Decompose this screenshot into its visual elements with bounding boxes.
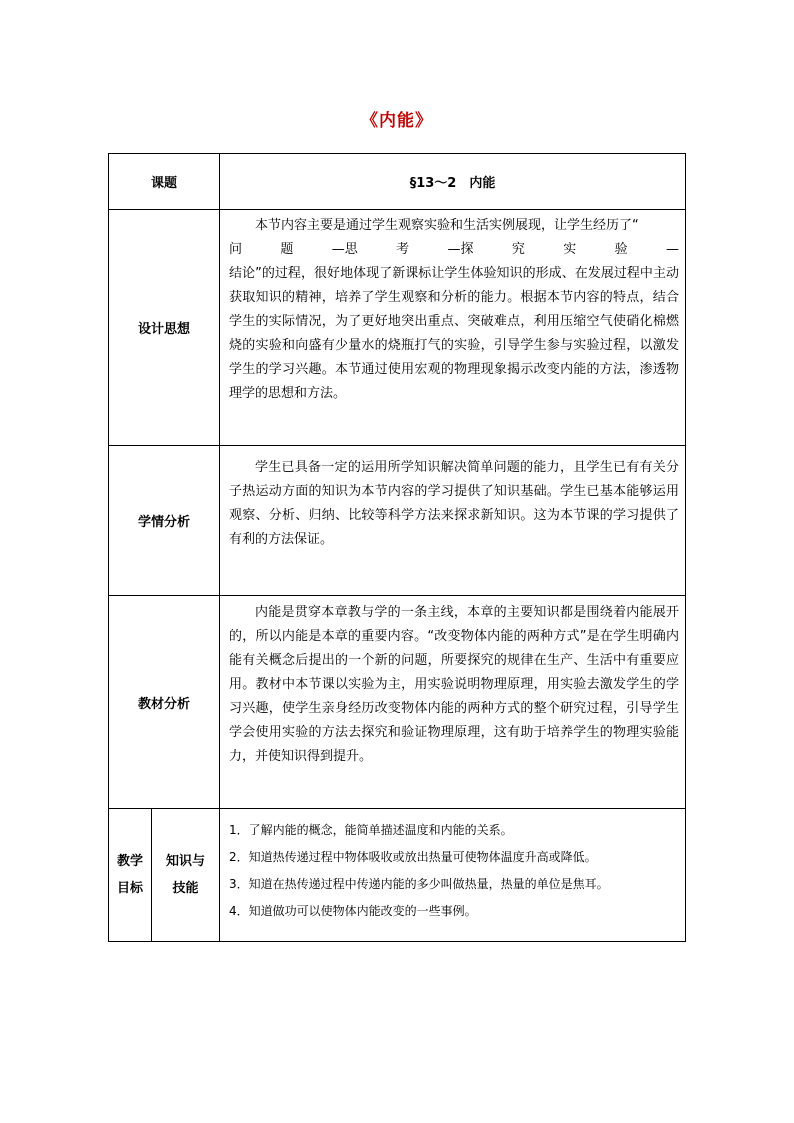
design-spread-char: —探 — [447, 242, 474, 257]
goals-label-line: 教学 — [116, 854, 143, 869]
design-spread-char: 问 — [229, 242, 243, 257]
goals-label — [109, 809, 152, 942]
row-topic — [109, 154, 686, 210]
design-rest-text: 结论”的过程，很好地体现了新课标让学生体验知识的形成、在发展过程中主动获取知识的精神，培养了学生观察和分析的能力。根据本节内容的特点，结合学生的实际情况，为了更好地突出重点、突破难点，利用压缩空气使硝化棉燃烧的实验和向盛有少量水的烧瓶打气的实验，引导学生参与实验过程，以激发学生的学习兴趣。本节通过使用宏观的物理现象揭示改变内能的方法，渗透物理学的思想和方法。 — [229, 266, 680, 401]
material-label: 教材分析 — [109, 596, 220, 809]
learner-label: 学情分析 — [109, 446, 220, 596]
document-title: 《内能》 — [361, 111, 433, 131]
goal-item: 1．了解内能的概念，能简单描述温度和内能的关系。 — [229, 823, 513, 837]
design-content — [220, 210, 686, 446]
row-learner — [109, 446, 686, 596]
lesson-plan-table — [108, 153, 686, 942]
goals-label-line: 目标 — [116, 881, 143, 896]
design-spread-line — [229, 238, 679, 262]
design-spread-char: —思 — [331, 242, 358, 257]
learner-text: 学生已具备一定的运用所学知识解决简单问题的能力，且学生已有有关分子热运动方面的知识为本节内容的学习提供了知识基础。学生已基本能够运用观察、分析、归纳、比较等科学方法来探求新知识。这为本节课的学习提供了有利的方法保证。 — [229, 460, 680, 547]
design-spread-char: — — [666, 242, 680, 257]
material-content — [220, 596, 686, 809]
goal-item: 3．知道在热传递过程中传递内能的多少叫做热量，热量的单位是焦耳。 — [229, 877, 609, 891]
material-text: 内能是贯穿本章教与学的一条主线，本章的主要知识都是围绕着内能展开的，所以内能是本章的重要内容。“改变物体内能的两种方式”是在学生明确内能有关概念后提出的一个新的问题，所要探究的规律在生产、生活中有重要应用。教材中本节课以实验为主，用实验说明物理原理，用实验去激发学生的学习兴趣，使学生亲身经历改变物体内能的两种方式的整个研究过程，引导学生学会使用实验的方法去探究和验证物理原理，这有助于培养学生的物理实验能力，并使知识得到提升。 — [229, 605, 680, 764]
topic-label: 课题 — [109, 154, 220, 210]
learner-content — [220, 446, 686, 596]
goals-sublabel-line: 技能 — [172, 881, 199, 896]
goal-item: 4．知道做功可以使物体内能改变的一些事例。 — [229, 904, 477, 918]
design-spread-char: 实 — [563, 242, 577, 257]
topic-value: §13～2 内能 — [220, 154, 686, 210]
design-spread-char: 验 — [614, 242, 628, 257]
goals-sublabel-line: 知识与 — [166, 854, 206, 869]
goal-item: 2．知道热传递过程中物体吸收或放出热量可使物体温度升高或降低。 — [229, 850, 597, 864]
goals-list — [220, 809, 686, 942]
design-spread-char: 考 — [396, 242, 410, 257]
row-goals — [109, 809, 686, 942]
design-first-line: 本节内容主要是通过学生观察实验和生活实例展现，让学生经历了“ — [255, 218, 639, 233]
design-spread-char: 究 — [511, 242, 525, 257]
design-label: 设计思想 — [109, 210, 220, 446]
design-spread-char: 题 — [280, 242, 294, 257]
row-design — [109, 210, 686, 446]
row-material — [109, 596, 686, 809]
goals-sublabel — [152, 809, 220, 942]
